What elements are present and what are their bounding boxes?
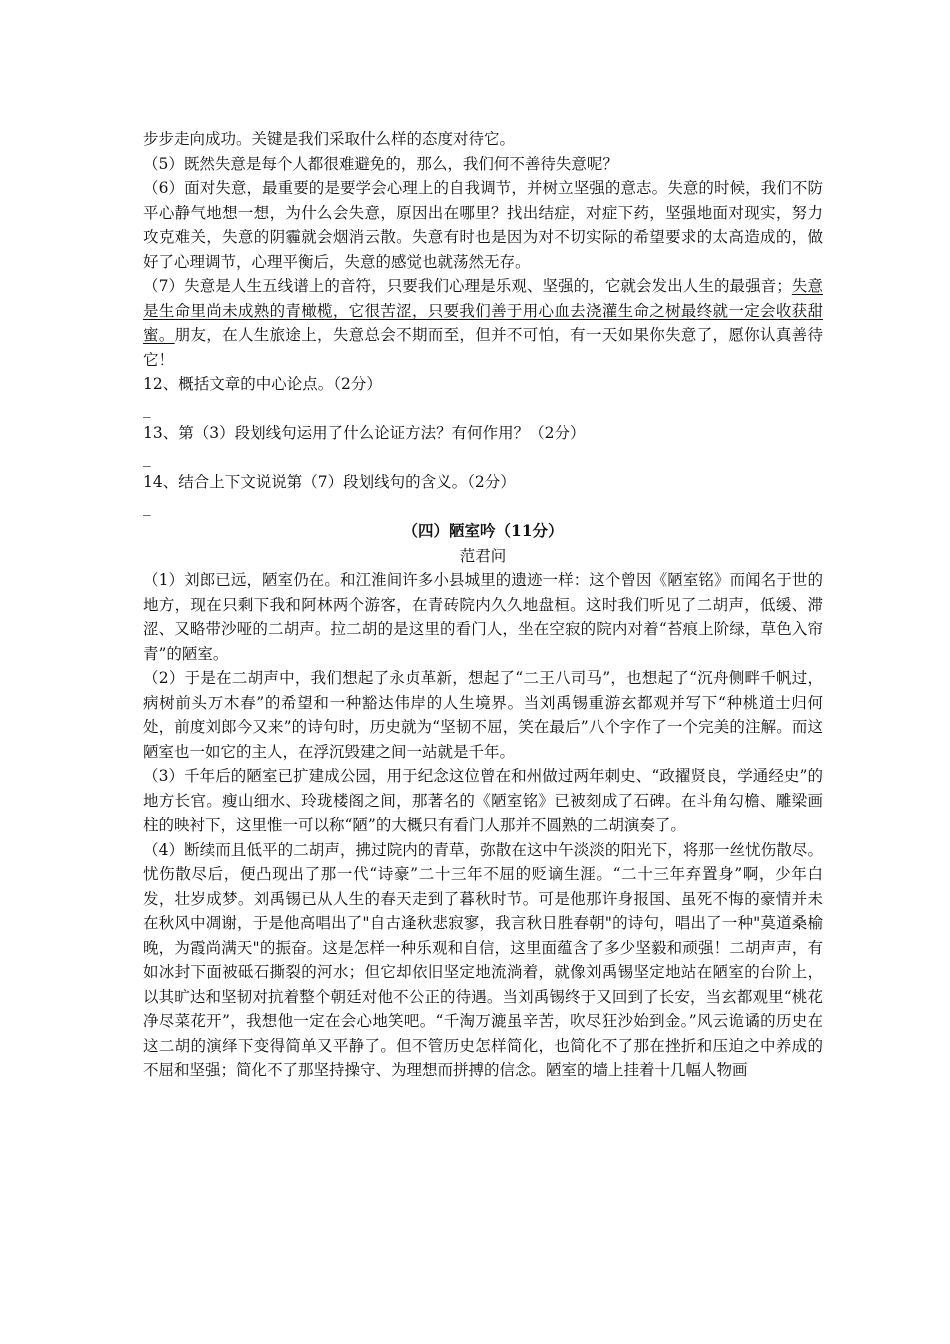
paragraph-7 (143, 274, 823, 372)
section-4-author: 范君问 (459, 546, 507, 565)
essay-paragraph-3: （3）千年后的陋室已扩建成公园，用于纪念这位曾在和州做过两年刺史、“政擢贤良，学通经史”的地方长官。瘦山细水、玲珑楼阁之间，那著名的《陋室铭》已被刻成了石碑。在斗角勾檐、雕梁画柱的映衬下，这里惟一可以称“陋”的大概只有看门人那并不圆熟的二胡演奏了。 (143, 767, 823, 834)
answer-blank-14[interactable]: _ (143, 497, 151, 516)
question-12: 12、概括文章的中心论点。（2分） (143, 375, 382, 393)
paragraph-7-text-before: （7）失意是人生五线谱上的音符，只要我们心理是乐观、坚强的，它就会发出人生的最强音； (143, 277, 792, 295)
answer-blank-13[interactable]: _ (143, 448, 151, 467)
paragraph-7-text-after: 朋友，在人生旅途上，失意总会不期而至，但并不可怕，有一天如果你失意了，愿你认真善待它！ (143, 326, 823, 369)
paragraph-6: （6）面对失意，最重要的是要学会心理上的自我调节，并树立坚强的意志。失意的时候，我们不防平心静气地想一想，为什么会失意，原因出在哪里？找出结症，对症下药，坚强地面对现实，努力攻克难关，失意的阴霾就会烟消云散。失意有时也是因为对不切实际的希望要求的太高造成的，做好了心理调节，心理平衡后，失意的感觉也就荡然无存。 (143, 179, 823, 271)
paragraph-7-underlined-sentence: 失意是生命里尚未成熟的青橄榄，它很苦涩，只要我们善于用心血去浇灌生命之树最终就一定会收获甜蜜。 (143, 277, 823, 344)
essay-paragraph-2: （2）于是在二胡声中，我们想起了永贞革新，想起了“二王八司马”，也想起了“沉舟侧畔千帆过，病树前头万木春”的希望和一种豁达伟岸的人生境界。当刘禹锡重游玄都观并写下“种桃道士归何处，前度刘郎今又来”的诗句时，历史就为“坚韧不屈，笑在最后”八个字作了一个完美的注解。而这陋室也一如它的主人，在浮沉毁建之间一站就是千年。 (143, 669, 823, 761)
essay-paragraph-4: （4）断续而且低平的二胡声，拂过院内的青草，弥散在这中午淡淡的阳光下，将那一丝忧伤散尽。忧伤散尽后，便凸现出了那一代“诗豪”二十三年不屈的贬谪生涯。“二十三年弃置身”啊，少年白发，壮岁成梦。刘禹锡已从人生的春天走到了暮秋时节。可是他那许身报国、虽死不悔的豪情并未在秋风中凋谢，于是他高唱出了"自古逢秋悲寂寥，我言秋日胜春朝"的诗句，唱出了一种"莫道桑榆晚，为霞尚满天"的振奋。这是怎样一种乐观和自信，这里面蕴含了多少坚毅和顽强！二胡声声，有如冰封下面被砥石撕裂的河水；但它却依旧坚定地流淌着，就像刘禹锡坚定地站在陋室的台阶上，以其旷达和坚韧对抗着整个朝廷对他不公正的待遇。当刘禹锡终于又回到了长安，当玄都观里“桃花净尽菜花开”，我想他一定在会心地笑吧。“千淘万漉虽辛苦，吹尽狂沙始到金。”风云诡谲的历史在这二胡的演绎下变得简单又平静了。但不管历史怎样简化，也简化不了那在挫折和压迫之中养成的不屈和坚强；简化不了那坚持操守、为理想而拼搏的信念。陋室的墙上挂着十几幅人物画 (143, 840, 823, 1079)
paragraph-intro: 步步走向成功。关键是我们采取什么样的态度对待它。 (143, 130, 516, 148)
answer-blank-12[interactable]: _ (143, 399, 151, 418)
document-content (143, 127, 823, 1083)
section-4-title: （四）陋室吟（11分） (402, 521, 564, 540)
paragraph-5: （5）既然失意是每个人都很难避免的，那么，我们何不善待失意呢？ (143, 154, 618, 173)
question-13: 13、第（3）段划线句运用了什么论证方法？有何作用？（2分） (143, 424, 586, 442)
question-14: 14、结合上下文说说第（7）段划线句的含义。（2分） (143, 473, 516, 491)
essay-paragraph-1: （1）刘郎已远，陋室仍在。和江淮间许多小县城里的遗迹一样：这个曾因《陋室铭》而闻名于世的地方，现在只剩下我和阿林两个游客，在青砖院内久久地盘桓。这时我们听见了二胡声，低缓、滞涩、又略带沙哑的二胡声。拉二胡的是这里的看门人，坐在空寂的院内对着“苔痕上阶绿，草色入帘青”的陋室。 (143, 571, 823, 663)
